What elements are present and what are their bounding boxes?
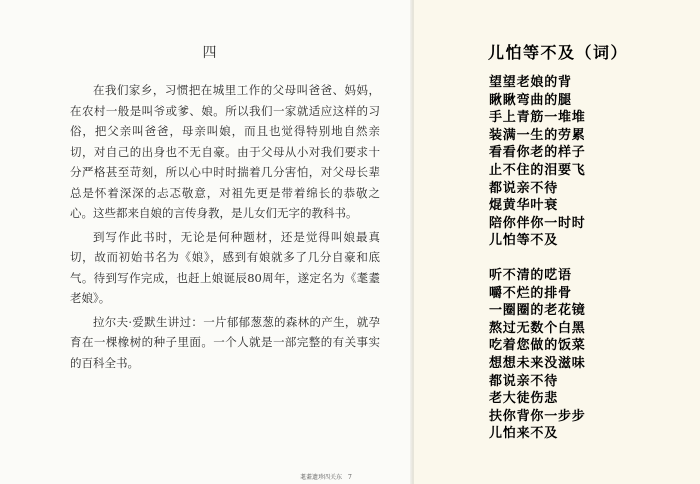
poem-line: 嚼不烂的排骨 — [489, 284, 572, 300]
poem-line: 一圈圈的老花镜 — [489, 302, 586, 318]
poem-line: 都说亲不待 — [489, 179, 559, 195]
poem-line: 熬过无数个白黑 — [489, 319, 586, 335]
page-footer: 耄耋遗珍四关东 7 — [300, 474, 352, 481]
poem-line: 儿怕等不及 — [489, 232, 559, 248]
paragraph-2: 到写作此书时，无论是何种题材，还是觉得叫娘最真切，故而初始书名为《娘》，感到有娘就多了几分自豪和底气。待到写作完成，也赶上娘诞辰80周年，遂定名为《耄耋老娘》。 — [70, 229, 380, 305]
stanza-1 — [489, 73, 586, 249]
body-text — [70, 80, 380, 376]
poem-line: 止不住的泪要飞 — [489, 161, 586, 177]
poem-line: 想想未来没滋味 — [489, 354, 586, 370]
poem-line: 都说亲不待 — [489, 372, 559, 388]
poem-line: 手上青筋一堆堆 — [489, 109, 586, 125]
poem-line: 扶你背你一步步 — [489, 407, 586, 423]
poem-line: 焜黄华叶衰 — [489, 197, 559, 213]
poem-line: 看看你老的样子 — [489, 144, 586, 160]
poem-line: 儿怕来不及 — [489, 425, 559, 441]
paragraph-3: 拉尔夫·爱默生讲过：一片郁郁葱葱的森林的产生，就孕育在一棵橡树的种子里面。一个人就是一部完整的有关事实的百科全书。 — [70, 314, 380, 370]
poem-line: 望望老娘的背 — [489, 74, 572, 89]
poem-line: 听不清的呓语 — [489, 267, 572, 282]
chapter-heading: 四 — [202, 45, 218, 61]
poem-title: 儿怕等不及（词） — [488, 45, 629, 62]
stanza-2 — [489, 266, 586, 442]
poem-line: 老大徒伤悲 — [489, 390, 559, 406]
poem-line: 装满一生的劳累 — [489, 126, 586, 142]
poem-line: 吃着您做的饭菜 — [489, 337, 586, 353]
poem-line: 陪你伴你一时时 — [489, 214, 586, 230]
paragraph-1: 在我们家乡，习惯把在城里工作的父母叫爸爸、妈妈，在农村一般是叫爷或爹、娘。所以我们一家就适应这样的习俗，把父亲叫爸爸，母亲叫娘，而且也觉得特别地自然亲切，对自己的出身也不无自豪。由于父母从小对我们要求十分严格甚至苛刻，所以心中时时揣着几分害怕，对父母长辈总是怀着深深的忐忑敬意，对祖先更是带着绵长的恭敬之心。这些都来自娘的言传身教，是儿女们无字的教科书。 — [70, 83, 380, 220]
poem-line: 瞅瞅弯曲的腿 — [489, 91, 572, 107]
